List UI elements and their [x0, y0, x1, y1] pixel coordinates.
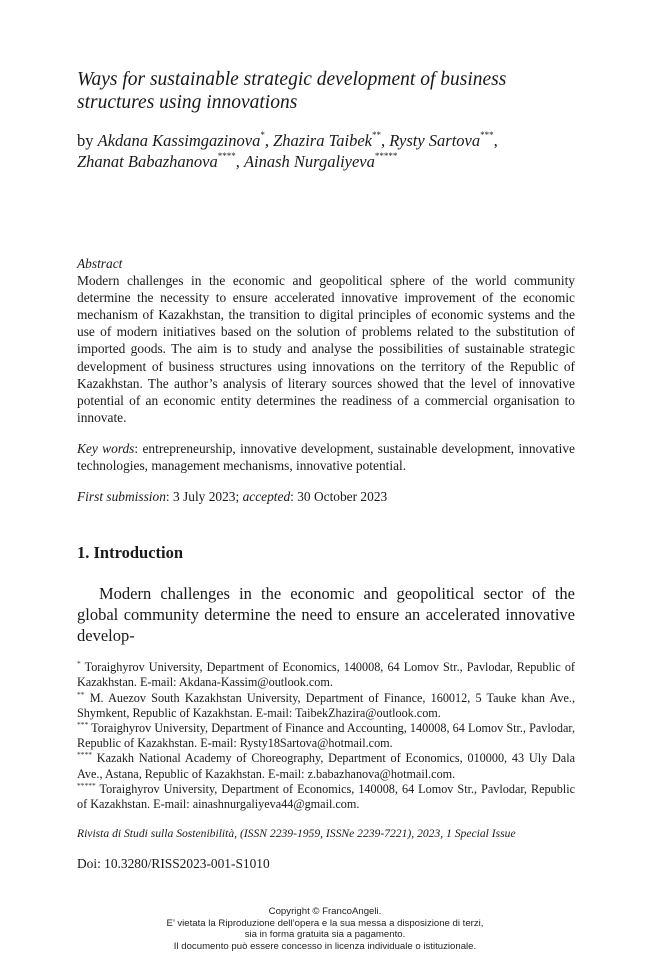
paper-title: Ways for sustainable strategic development of business structures using innovations — [77, 69, 507, 113]
footnote-mark: ** — [77, 689, 85, 699]
authors-prefix: by — [77, 131, 94, 150]
abstract — [77, 255, 575, 426]
footnote: ***** Toraighyrov University, Department of Economics, 140008, 64 Lomov Str., Pavlodar, Republic of Kazakhstan. E-mail: ainashnurgaliyeva44@gmail.com. — [77, 780, 575, 812]
first-submission-label: First submission — [77, 489, 166, 505]
footnote: **** Kazakh National Academy of Choreography, Department of Economics, 010000, 43 Uly Dala Ave., Astana, Republic of Kazakhstan. E-mail: z.babazhanova@hotmail.com. — [77, 750, 575, 781]
submission-dates — [77, 488, 575, 505]
author-mark: ***** — [374, 150, 398, 161]
accepted-date: : 30 October 2023 — [290, 489, 388, 505]
footnote-mark: ***** — [77, 780, 96, 790]
footnote-mark: *** — [77, 719, 89, 729]
doi: Doi: 10.3280/RISS2023-001-S1010 — [77, 856, 270, 872]
keywords-text: : entrepreneurship, innovative development, sustainable development, innovative technologies, management mechanisms, innovative potential. — [77, 440, 575, 474]
footnote-mark: * — [77, 659, 81, 669]
copyright-notice — [0, 906, 650, 953]
footnote: *** Toraighyrov University, Department of Finance and Accounting, 140008, 64 Lomov Str., Pavlodar, Republic of Kazakhstan. E-mail: Rysty18Sartova@hotmail.com. — [77, 719, 575, 751]
author-mark: ** — [371, 129, 381, 140]
first-submission-date: : 3 July 2023; — [165, 489, 243, 505]
keywords-label: Key words — [77, 440, 135, 456]
keywords — [77, 440, 575, 474]
author-mark: *** — [480, 129, 494, 140]
paper-page — [77, 68, 575, 872]
author-name: Akdana Kassimgazinova — [97, 131, 261, 150]
section-heading: 1. Introduction — [77, 543, 184, 563]
author-name: Ainash Nurgaliyeva — [243, 152, 375, 171]
footnote-mark: **** — [77, 750, 92, 760]
abstract-label: Abstract — [77, 256, 123, 271]
accepted-label: accepted — [242, 489, 291, 505]
footnotes — [77, 660, 575, 812]
footnote: ** M. Auezov South Kazakhstan University, Department of Finance, 160012, 5 Tauke khan Ave., Shymkent, Republic of Kazakhstan. E-mail: TaibekZhazira@outlook.com. — [77, 689, 575, 720]
journal-citation: Rivista di Studi sulla Sostenibilità, (ISSN 2239-1959, ISSNe 2239-7221), 2023, 1 Special Issue — [77, 827, 516, 841]
author-mark: **** — [217, 150, 236, 161]
section-body-text: Modern challenges in the economic and geopolitical sector of the global community determine the need to ensure an accelerated innovative develop- — [77, 584, 575, 646]
footnote: * Toraighyrov University, Department of Economics, 140008, 64 Lomov Str., Pavlodar, Republic of Kazakhstan. E-mail: Akdana-Kassim@outlook.com. — [77, 659, 575, 690]
copyright-line: Copyright © FrancoAngeli. — [268, 906, 382, 917]
author-name: Zhazira Taibek — [273, 131, 372, 150]
copyright-line: sia in forma gratuita sia a pagamento. — [244, 929, 406, 941]
copyright-line: E’ vietata la Riproduzione dell’opera e la sua messa a disposizione di terzi, — [166, 917, 484, 929]
abstract-text: Modern challenges in the economic and geopolitical sphere of the world community determine the necessity to ensure accelerated innovative improvement of the economic mechanism of Kazakhstan, the transition to digital principles of economic systems and the use of modern initiatives based on the solution of problems related to the substitution of imported goods. The aim is to study and analyse the possibilities of sustainable strategic development of business structures using innovations on the territory of the Republic of Kazakhstan. The author’s analysis of literary sources showed that the level of innovative potential of an economic entity determines the readiness of a commercial organisation to innovate. — [77, 273, 575, 425]
author-list: by Akdana Kassimgazinova*, Zhazira Taibek**, Rysty Sartova***, Zhanat Babazhanova****, Ainash Nurgaliyeva***** — [77, 129, 498, 171]
author-name: Rysty Sartova — [389, 131, 481, 150]
copyright-line: Il documento può essere concesso in licenza individuale o istituzionale. — [173, 941, 477, 953]
author-mark: * — [260, 129, 265, 140]
author-name: Zhanat Babazhanova — [77, 152, 218, 171]
